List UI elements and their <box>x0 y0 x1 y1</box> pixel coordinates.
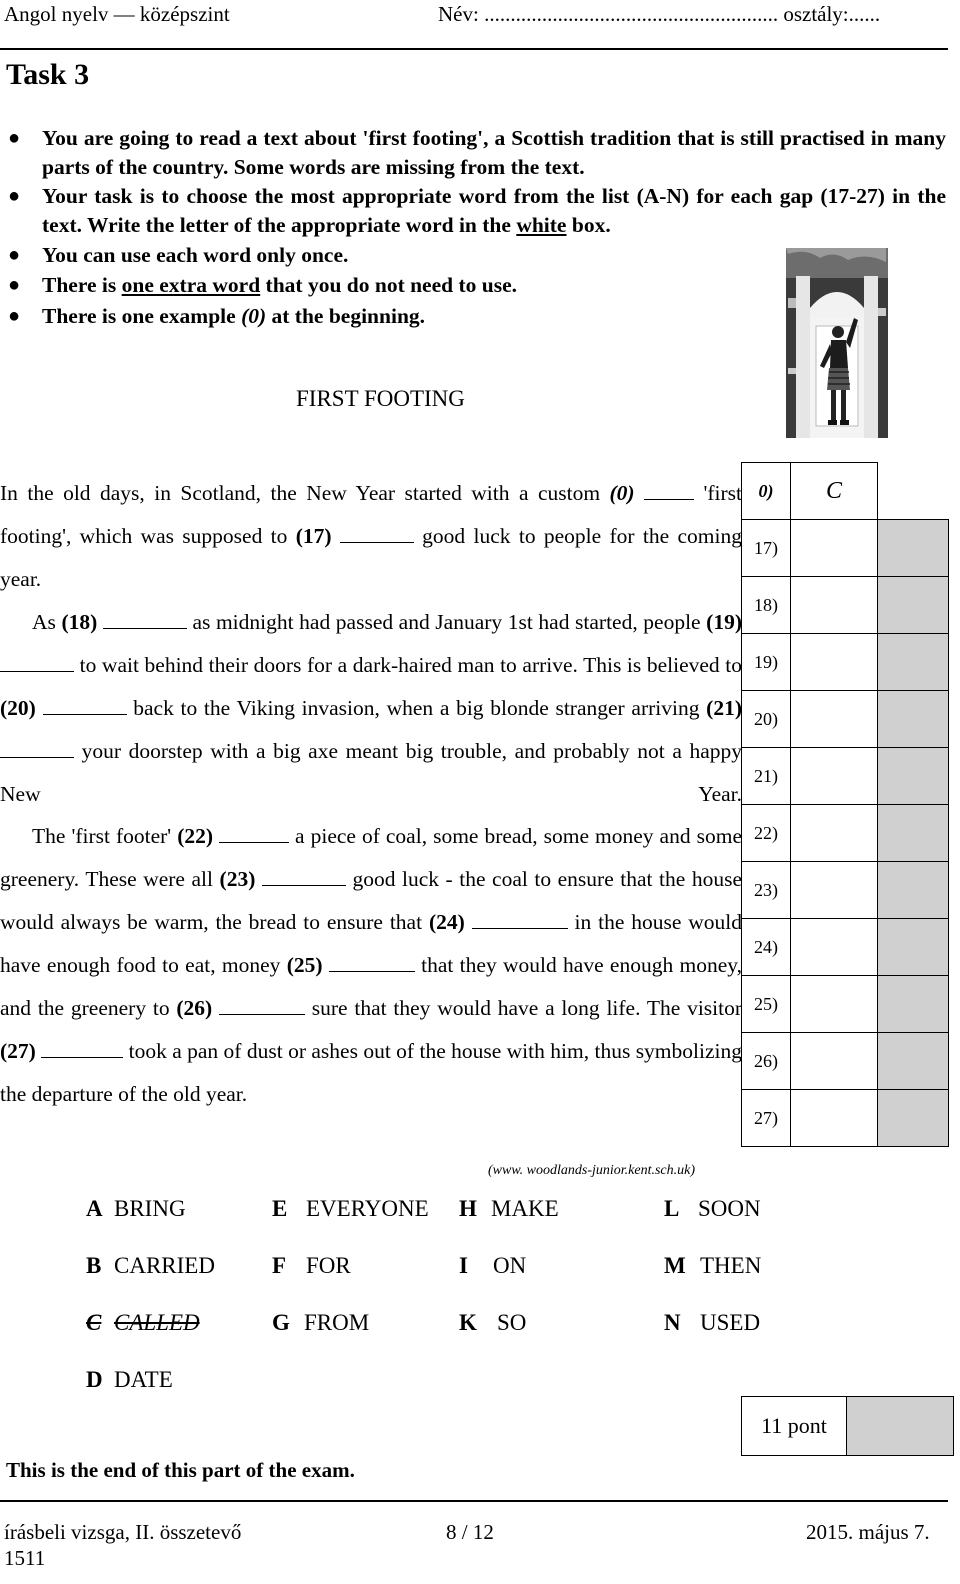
word-option-used-example: C CALLED <box>86 1310 200 1335</box>
first-footer-photo <box>786 248 888 438</box>
points-box <box>741 1396 954 1456</box>
answer-number: 23) <box>742 862 791 919</box>
answer-number: 26) <box>742 1033 791 1090</box>
marking-box <box>878 748 949 805</box>
answer-row[interactable] <box>742 577 949 634</box>
points-label: 11 pont <box>742 1397 847 1456</box>
answer-box[interactable] <box>791 748 878 805</box>
marking-box <box>878 577 949 634</box>
footer-page-number: 8 / 12 <box>446 1520 494 1544</box>
footer-code: 1511 <box>4 1546 46 1570</box>
answer-row[interactable] <box>742 919 949 976</box>
word-option: M THEN <box>664 1253 762 1278</box>
answer-row[interactable] <box>742 1033 949 1090</box>
word-option: A BRING <box>86 1196 186 1221</box>
paragraph-2: As (18) as midnight had passed and January 1st had started, people (19) to wait behind their doors for a dark-haired man to arrive. This is believed to (20) back to the Viking invasion, when a big blonde stranger arriving (21) your doorstep with a big axe meant big trouble, and probably not a happy New Year. <box>0 610 742 806</box>
instruction-text: Your task is to choose the most appropriate word from the list (A-N) for each gap (17-27) in the text. Write the letter of the appropriate word in the white box. <box>42 184 946 237</box>
instruction-text: There is one extra word that you do not need to use. <box>42 273 518 297</box>
marking-box <box>878 1090 949 1147</box>
answer-number: 22) <box>742 805 791 862</box>
answer-row[interactable] <box>742 691 949 748</box>
answer-table <box>741 462 949 1147</box>
answer-row[interactable] <box>742 976 949 1033</box>
marking-box <box>878 520 949 577</box>
source-citation: (www. woodlands-junior.kent.sch.uk) <box>488 1163 696 1178</box>
word-option: E EVERYONE <box>272 1196 429 1221</box>
end-of-part-text: This is the end of this part of the exam. <box>6 1458 355 1482</box>
header-subject: Angol nyelv — középszint <box>4 2 230 26</box>
footer-rule <box>0 1500 948 1502</box>
answer-number: 19) <box>742 634 791 691</box>
answer-box[interactable] <box>791 577 878 634</box>
marking-box <box>878 976 949 1033</box>
answer-box[interactable] <box>791 691 878 748</box>
answer-number: 17) <box>742 520 791 577</box>
marking-box <box>878 1033 949 1090</box>
answer-number: 0) <box>742 463 791 520</box>
bullet-icon: ● <box>8 305 21 327</box>
answer-number: 24) <box>742 919 791 976</box>
instruction-text: You can use each word only once. <box>42 243 349 267</box>
doc-title: FIRST FOOTING <box>296 386 465 411</box>
marking-box <box>878 862 949 919</box>
bullet-icon: ● <box>8 127 21 149</box>
header-name-class: Név: ........................................................ osztály:...... <box>438 2 881 26</box>
points-score-box <box>847 1397 954 1456</box>
word-option: G FROM <box>272 1310 370 1335</box>
answer-box[interactable] <box>791 862 878 919</box>
marking-box <box>878 805 949 862</box>
footer-exam-part: írásbeli vizsga, II. összetevő <box>4 1520 242 1544</box>
paragraph-1: In the old days, in Scotland, the New Year started with a custom (0) 'first footing', which was supposed to (17) good luck to people for the coming year. <box>0 481 743 591</box>
word-option: K SO <box>459 1310 527 1335</box>
answer-row-example <box>742 463 949 520</box>
answer-number: 20) <box>742 691 791 748</box>
answer-row[interactable] <box>742 634 949 691</box>
header-rule <box>0 48 948 50</box>
answer-row[interactable] <box>742 862 949 919</box>
instruction-text: You are going to read a text about 'first footing', a Scottish tradition that is still practised in many parts of the country. Some words are missing from the text. <box>42 126 946 179</box>
answer-box[interactable] <box>791 976 878 1033</box>
bullet-icon: ● <box>8 244 21 266</box>
paragraph-3: The 'first footer' (22) a piece of coal, some bread, some money and some greenery. These were all (23) good luck - the coal to ensure that the house would always be warm, the bread to ensure that (24) in the house would have enough food to eat, money (25) that they would have enough money, and the greenery to (26) sure that they would have a long life. The visitor (27) took a pan of dust or ashes out of the house with him, thus symbolizing the departure of the old year. <box>0 824 743 1106</box>
answer-number: 27) <box>742 1090 791 1147</box>
word-option: B CARRIED <box>86 1253 215 1278</box>
answer-box[interactable] <box>791 520 878 577</box>
answer-box[interactable] <box>791 634 878 691</box>
word-option: N USED <box>664 1310 761 1335</box>
answer-box[interactable] <box>791 805 878 862</box>
word-option: H MAKE <box>459 1196 559 1221</box>
word-option: I ON <box>459 1253 527 1278</box>
task-title: Task 3 <box>6 58 90 91</box>
answer-box-example: C <box>791 463 878 520</box>
answer-row[interactable] <box>742 520 949 577</box>
answer-row[interactable] <box>742 1090 949 1147</box>
answer-row[interactable] <box>742 748 949 805</box>
answer-number: 18) <box>742 577 791 634</box>
bullet-icon: ● <box>8 274 21 296</box>
word-option: L SOON <box>664 1196 761 1221</box>
bullet-icon: ● <box>8 185 21 207</box>
answer-number: 25) <box>742 976 791 1033</box>
marking-box <box>878 691 949 748</box>
answer-box[interactable] <box>791 919 878 976</box>
answer-box[interactable] <box>791 1090 878 1147</box>
answer-row[interactable] <box>742 805 949 862</box>
answer-number: 21) <box>742 748 791 805</box>
instruction-text: There is one example (0) at the beginning. <box>42 304 426 328</box>
marking-box <box>878 919 949 976</box>
footer-date: 2015. május 7. <box>806 1520 930 1544</box>
marking-box <box>878 634 949 691</box>
word-option: F FOR <box>272 1253 351 1278</box>
answer-box[interactable] <box>791 1033 878 1090</box>
word-option: D DATE <box>86 1367 173 1392</box>
